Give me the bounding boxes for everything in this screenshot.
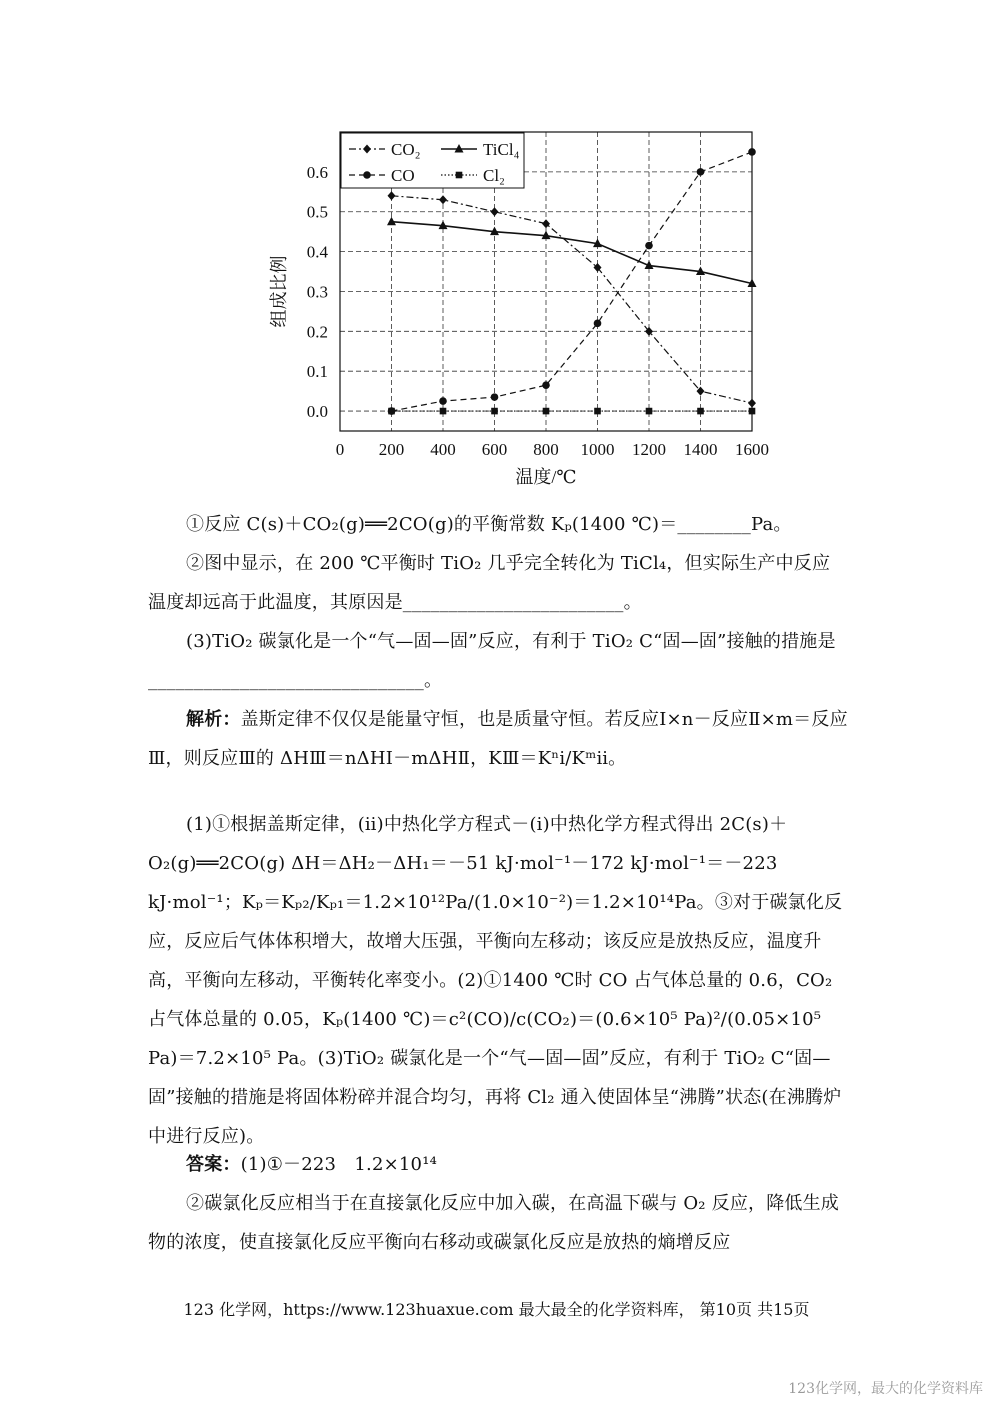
y-tick-label: 0.2: [306, 322, 328, 342]
data-point-2: [491, 393, 499, 401]
series-line-2: [392, 152, 753, 411]
y-tick-label: 0.4: [306, 242, 328, 262]
analysis-text-1: 盖斯定律不仅仅是能量守恒，也是质量守恒。若反应Ⅰ×n－反应Ⅱ×m＝反应Ⅲ，则反应Ⅲ的 ΔHⅢ＝nΔHⅠ－mΔHⅡ，KⅢ＝Kⁿⅰ/Kᵐⅱ。: [148, 709, 848, 769]
data-point-1: [387, 217, 396, 226]
answer-label: 答案：: [186, 1154, 241, 1175]
x-tick-label: 1000: [580, 440, 615, 459]
chart: [255, 120, 775, 500]
data-point-2: [439, 397, 447, 405]
data-point-2: [645, 242, 653, 250]
data-point-3: [697, 408, 704, 415]
answer-paragraph-2: ②碳氯化反应相当于在直接氯化反应中加入碳，在高温下碳与 O₂ 反应，降低生成物的浓度，使直接氯化反应平衡向右移动或碳氯化反应是放热的熵增反应: [148, 1193, 840, 1253]
data-point-3: [749, 408, 756, 415]
data-point-3: [388, 408, 395, 415]
data-point-0: [439, 195, 447, 204]
data-point-2: [594, 320, 602, 328]
data-point-3: [491, 408, 498, 415]
legend-marker-3: [456, 172, 463, 179]
data-point-3: [646, 408, 653, 415]
data-point-3: [594, 408, 601, 415]
y-tick-label: 0.1: [306, 362, 328, 382]
data-point-2: [697, 168, 705, 176]
x-tick-label: 1400: [683, 440, 718, 459]
page-footer: 123 化学网，https://www.123huaxue.com 最大最全的化学资料库， 第10页 共15页: [183, 1300, 810, 1319]
legend-label-0: CO₂: [391, 140, 421, 159]
data-point-3: [440, 408, 447, 415]
analysis-paragraph-1: [148, 700, 848, 778]
analysis-paragraph-2: (1)①根据盖斯定律，(ⅱ)中热化学方程式－(ⅰ)中热化学方程式得出 2C(s)＋O₂(g)══2CO(g) ΔH＝ΔH₂－ΔH₁＝－51 kJ·mol⁻¹－172 kJ·mol⁻¹＝－223 kJ·mol⁻¹；Kₚ＝Kₚ₂/Kₚ₁＝1.2×10¹²Pa/(1.0×10⁻²)＝1.2×10¹⁴Pa。③对于碳氯化反应，反应后气体体积增大，故增大压强，平衡向左移动；该反应是放热反应，温度升高，平衡向左移动，平衡转化率变小。(2)①1400 ℃时 CO 占气体总量的 0.6，CO₂ 占气体总量的 0.05，Kₚ(1400 ℃)＝c²(CO)/c(CO₂)＝(0.6×10⁵ Pa)²/(0.05×10⁵ Pa)＝7.2×10⁵ Pa。(3)TiO₂ 碳氯化是一个“气—固—固”反应，有利于 TiO₂ C“固—固”接触的措施是将固体粉碎并混合均匀，再将 Cl₂ 通入使固体呈“沸腾”状态(在沸腾炉中进行反应)。: [148, 814, 843, 1147]
data-point-2: [542, 381, 550, 389]
x-tick-label: 0: [335, 440, 345, 459]
data-point-0: [388, 191, 396, 200]
y-tick-label: 0.6: [306, 162, 328, 182]
analysis-label: 解析：: [186, 709, 241, 730]
x-tick-label: 200: [378, 440, 405, 459]
legend-label-1: TiCl₄: [483, 140, 520, 159]
data-point-0: [748, 399, 756, 408]
answer-text-1: (1)①－223 1.2×10¹⁴: [240, 1154, 438, 1175]
data-point-2: [748, 148, 756, 156]
question-3: (3)TiO₂ 碳氯化是一个“气—固—固”反应，有利于 TiO₂ C“固—固”接触的措施是______________________________。: [148, 631, 836, 691]
y-tick-label: 0.3: [306, 282, 328, 302]
x-tick-label: 1600: [735, 440, 769, 459]
data-point-0: [491, 207, 499, 216]
legend-label-3: Cl₂: [483, 166, 505, 185]
x-tick-label: 600: [481, 440, 508, 459]
question-2: ②图中显示，在 200 ℃平衡时 TiO₂ 几乎完全转化为 TiCl₄，但实际生产中反应温度却远高于此温度，其原因是________________________。: [148, 553, 831, 613]
legend-label-2: CO: [391, 166, 415, 185]
y-tick-label: 0.0: [306, 402, 328, 422]
x-axis-label: 温度/℃: [515, 467, 577, 487]
chart-svg: [255, 120, 775, 500]
y-tick-label: 0.5: [306, 202, 328, 222]
legend-marker-2: [363, 171, 371, 179]
x-tick-label: 400: [430, 440, 456, 459]
x-tick-label: 1200: [632, 440, 666, 459]
data-point-3: [543, 408, 550, 415]
answer-paragraph-1: [148, 1145, 848, 1184]
watermark: 123化学网，最大的化学资料库: [788, 1381, 983, 1397]
question-1: ①反应 C(s)＋CO₂(g)══2CO(g)的平衡常数 Kₚ(1400 ℃)＝________Pa。: [186, 514, 792, 535]
y-axis-label: 组成比例: [269, 255, 289, 328]
x-tick-label: 800: [533, 440, 559, 459]
